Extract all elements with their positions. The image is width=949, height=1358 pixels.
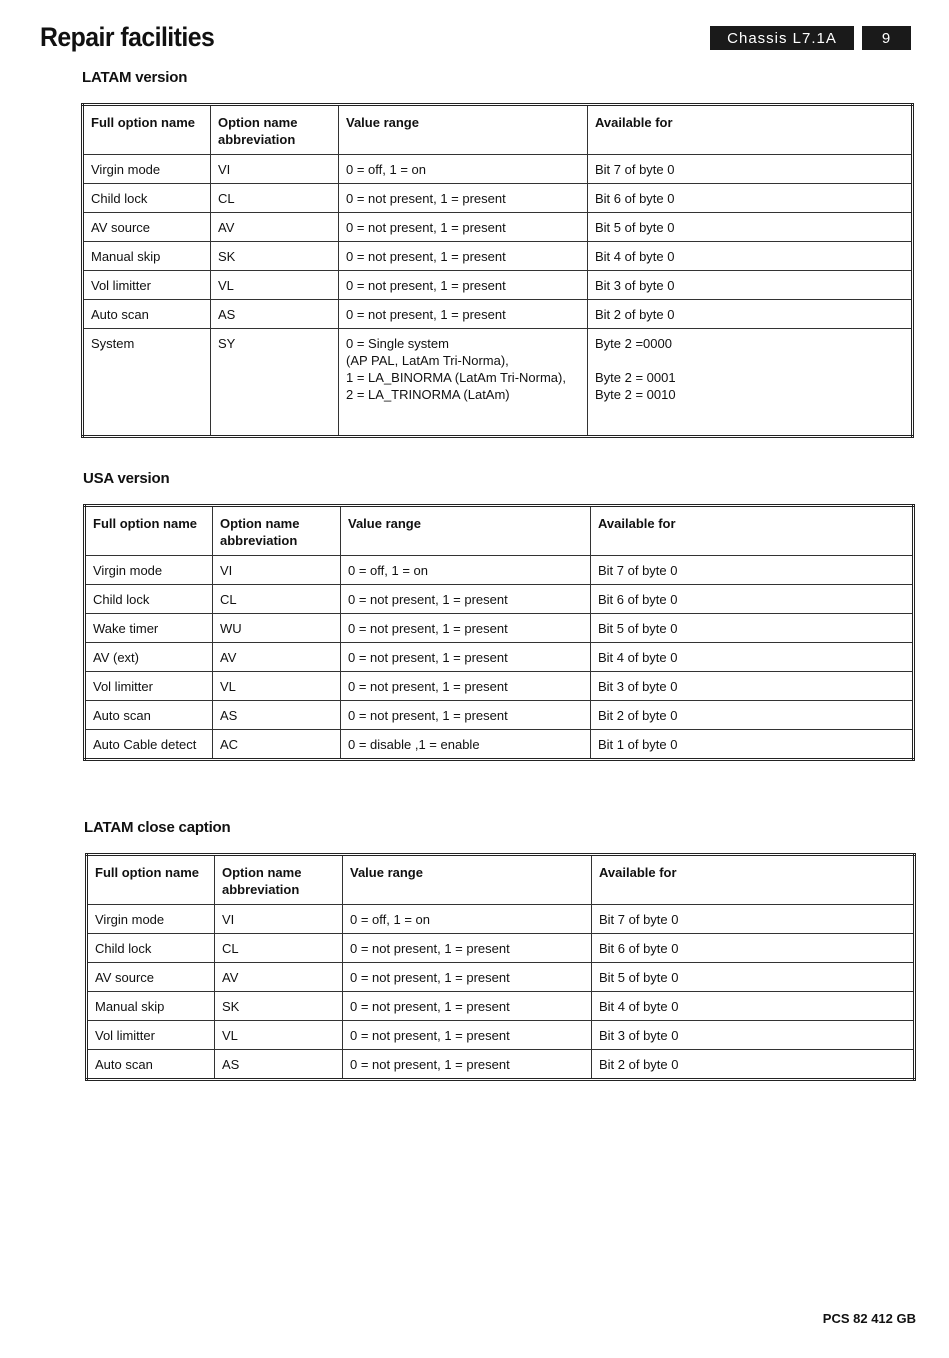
column-header-full-option-name: Full option name [85,506,213,556]
cell-full-option-name: Vol limitter [83,271,211,300]
table-row [87,992,915,1021]
cell-available-for: Bit 4 of byte 0 [591,643,914,672]
cell-value-range: 0 = not present, 1 = present [339,184,588,213]
cell-available-for: Bit 7 of byte 0 [588,155,913,184]
table-row [83,184,913,213]
column-header-available-for: Available for [588,105,913,155]
cell-available-for: Bit 5 of byte 0 [591,614,914,643]
column-header-option-abbreviation: Option name abbreviation [213,506,341,556]
cell-value-range: 0 = Single system (AP PAL, LatAm Tri-Norma), 1 = LA_BINORMA (LatAm Tri-Norma), 2 = LA_TRINORMA (LatAm) [339,329,588,437]
cell-available-for: Bit 5 of byte 0 [588,213,913,242]
column-header-full-option-name: Full option name [87,855,215,905]
table-row [87,963,915,992]
cell-value-range: 0 = not present, 1 = present [339,242,588,271]
cell-option-abbreviation: VI [213,556,341,585]
cell-value-range: 0 = off, 1 = on [341,556,591,585]
cell-available-for: Bit 3 of byte 0 [588,271,913,300]
cell-full-option-name: AV (ext) [85,643,213,672]
cell-option-abbreviation: AV [215,963,343,992]
cell-option-abbreviation: VL [215,1021,343,1050]
cell-option-abbreviation: WU [213,614,341,643]
cell-option-abbreviation: SK [211,242,339,271]
section-title-latam-version: LATAM version [82,69,188,86]
cell-available-for: Bit 3 of byte 0 [592,1021,915,1050]
cell-available-for: Bit 2 of byte 0 [591,701,914,730]
cell-option-abbreviation: AS [213,701,341,730]
page-title: Repair facilities [40,22,215,52]
page-number-badge: 9 [862,26,911,50]
cell-option-abbreviation: AV [213,643,341,672]
cell-option-abbreviation: AC [213,730,341,760]
table-row [87,934,915,963]
cell-full-option-name: Auto Cable detect [85,730,213,760]
table-row [85,614,914,643]
cell-option-abbreviation: VI [215,905,343,934]
table-row [83,242,913,271]
table-row [85,556,914,585]
column-header-value-range: Value range [343,855,592,905]
cell-full-option-name: Virgin mode [83,155,211,184]
cell-available-for: Bit 5 of byte 0 [592,963,915,992]
cell-value-range: 0 = not present, 1 = present [339,300,588,329]
latam-close-caption-table [85,853,916,1081]
column-header-option-abbreviation: Option name abbreviation [215,855,343,905]
cell-option-abbreviation: AV [211,213,339,242]
table-row [85,730,914,760]
cell-full-option-name: Vol limitter [87,1021,215,1050]
table-row [83,155,913,184]
cell-full-option-name: Virgin mode [87,905,215,934]
cell-value-range: 0 = not present, 1 = present [343,963,592,992]
cell-full-option-name: Wake timer [85,614,213,643]
cell-available-for: Bit 4 of byte 0 [592,992,915,1021]
cell-option-abbreviation: CL [215,934,343,963]
cell-option-abbreviation: CL [211,184,339,213]
cell-value-range: 0 = not present, 1 = present [343,1050,592,1080]
cell-available-for: Bit 6 of byte 0 [591,585,914,614]
column-header-value-range: Value range [339,105,588,155]
cell-option-abbreviation: SY [211,329,339,437]
cell-available-for: Bit 6 of byte 0 [588,184,913,213]
cell-available-for: Bit 1 of byte 0 [591,730,914,760]
cell-full-option-name: Auto scan [85,701,213,730]
cell-value-range: 0 = not present, 1 = present [339,213,588,242]
cell-value-range: 0 = not present, 1 = present [341,672,591,701]
cell-available-for: Bit 2 of byte 0 [592,1050,915,1080]
section-title-latam-close-caption: LATAM close caption [84,819,231,836]
cell-available-for: Bit 4 of byte 0 [588,242,913,271]
cell-full-option-name: Manual skip [83,242,211,271]
table-row [83,329,913,437]
cell-value-range: 0 = not present, 1 = present [343,992,592,1021]
cell-option-abbreviation: AS [215,1050,343,1080]
cell-value-range: 0 = not present, 1 = present [339,271,588,300]
table-header-row [85,506,914,556]
table-row [83,300,913,329]
latam-version-table [81,103,914,438]
cell-full-option-name: AV source [87,963,215,992]
cell-full-option-name: Vol limitter [85,672,213,701]
column-header-available-for: Available for [592,855,915,905]
cell-full-option-name: Child lock [83,184,211,213]
cell-full-option-name: System [83,329,211,437]
cell-value-range: 0 = not present, 1 = present [343,1021,592,1050]
table-row [87,905,915,934]
cell-option-abbreviation: VI [211,155,339,184]
chassis-badge: Chassis L7.1A [710,26,854,50]
cell-available-for: Byte 2 =0000 Byte 2 = 0001 Byte 2 = 0010 [588,329,913,437]
section-title-usa-version: USA version [83,470,170,487]
cell-full-option-name: Auto scan [83,300,211,329]
cell-value-range: 0 = not present, 1 = present [341,585,591,614]
cell-full-option-name: Auto scan [87,1050,215,1080]
table-row [83,213,913,242]
table-header-row [87,855,915,905]
table-row [85,585,914,614]
cell-available-for: Bit 3 of byte 0 [591,672,914,701]
cell-option-abbreviation: AS [211,300,339,329]
cell-option-abbreviation: VL [213,672,341,701]
cell-value-range: 0 = not present, 1 = present [341,614,591,643]
column-header-option-abbreviation: Option name abbreviation [211,105,339,155]
column-header-full-option-name: Full option name [83,105,211,155]
cell-full-option-name: Virgin mode [85,556,213,585]
table-row [85,672,914,701]
table-row [85,643,914,672]
cell-option-abbreviation: SK [215,992,343,1021]
document-code: PCS 82 412 GB [822,1311,916,1326]
table-header-row [83,105,913,155]
cell-value-range: 0 = off, 1 = on [339,155,588,184]
cell-option-abbreviation: CL [213,585,341,614]
cell-available-for: Bit 7 of byte 0 [591,556,914,585]
table-row [87,1021,915,1050]
cell-available-for: Bit 6 of byte 0 [592,934,915,963]
cell-full-option-name: Manual skip [87,992,215,1021]
usa-version-table [83,504,915,761]
cell-value-range: 0 = not present, 1 = present [341,643,591,672]
cell-value-range: 0 = off, 1 = on [343,905,592,934]
cell-available-for: Bit 2 of byte 0 [588,300,913,329]
cell-option-abbreviation: VL [211,271,339,300]
column-header-value-range: Value range [341,506,591,556]
column-header-available-for: Available for [591,506,914,556]
cell-value-range: 0 = disable ,1 = enable [341,730,591,760]
table-row [83,271,913,300]
table-row [85,701,914,730]
cell-full-option-name: Child lock [85,585,213,614]
cell-full-option-name: Child lock [87,934,215,963]
cell-full-option-name: AV source [83,213,211,242]
table-row [87,1050,915,1080]
cell-value-range: 0 = not present, 1 = present [343,934,592,963]
cell-available-for: Bit 7 of byte 0 [592,905,915,934]
cell-value-range: 0 = not present, 1 = present [341,701,591,730]
